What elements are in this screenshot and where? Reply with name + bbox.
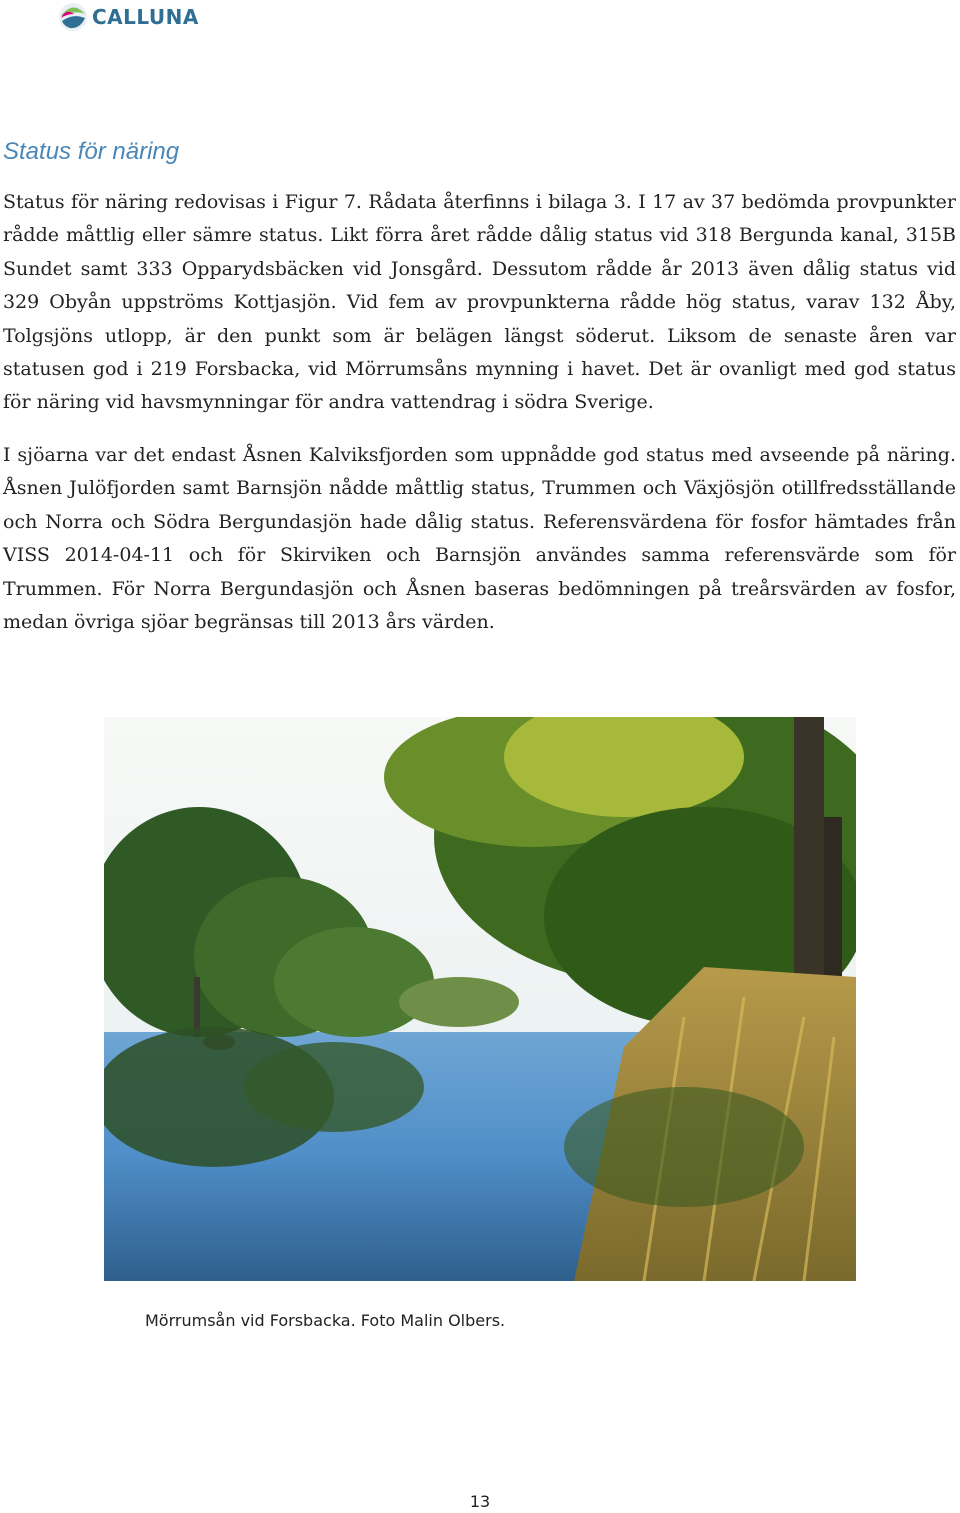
page-number: 13: [469, 1492, 491, 1511]
paragraph-lakes: I sjöarna var det endast Åsnen Kalviksfjorden som uppnådde god status med avseende på näring. Åsnen Julöfjorden samt Barnsjön nådde måttlig status, Trummen och Växjösjön otillfredsställande och Norra och Södra Bergundasjön hade dålig status. Referensvärdena för fosfor hämtades från VISS 2014-04-11 och för Skirviken och Barnsjön användes samma referensvärde som för Trummen. För Norra Bergundasjön och Åsnen baseras bedömningen på treårsvärden av fosfor, medan övriga sjöar begränsas till 2013 års värden.: [3, 444, 956, 634]
calluna-logo: [58, 2, 199, 32]
section-heading: Status för näring: [3, 138, 180, 165]
photo-caption: Mörrumsån vid Forsbacka. Foto Malin Olbers.: [145, 1311, 506, 1330]
logo-text: CALLUNA: [92, 5, 199, 29]
paragraph-rivers: Status för näring redovisas i Figur 7. Rådata återfinns i bilaga 3. I 17 av 37 bedömda provpunkter rådde måttlig eller sämre status. Likt förra året rådde dålig status vid 318 Bergunda kanal, 315B Sundet samt 333 Opparydsbäcken vid Jonsgård. Dessutom rådde år 2013 även dålig status vid 329 Obyån uppströms Kottjasjön. Vid fem av provpunkterna rådde hög status, varav 132 Åby, Tolgsjöns utlopp, är den punkt som är belägen längst söderut. Liksom de senaste åren var statusen god i 219 Forsbacka, vid Mörrumsåns mynning i havet. Det är ovanligt med god status för näring vid havsmynningar för andra vattendrag i södra Sverige.: [3, 191, 956, 414]
calluna-emblem-icon: [58, 2, 88, 32]
river-photo: [104, 717, 856, 1281]
